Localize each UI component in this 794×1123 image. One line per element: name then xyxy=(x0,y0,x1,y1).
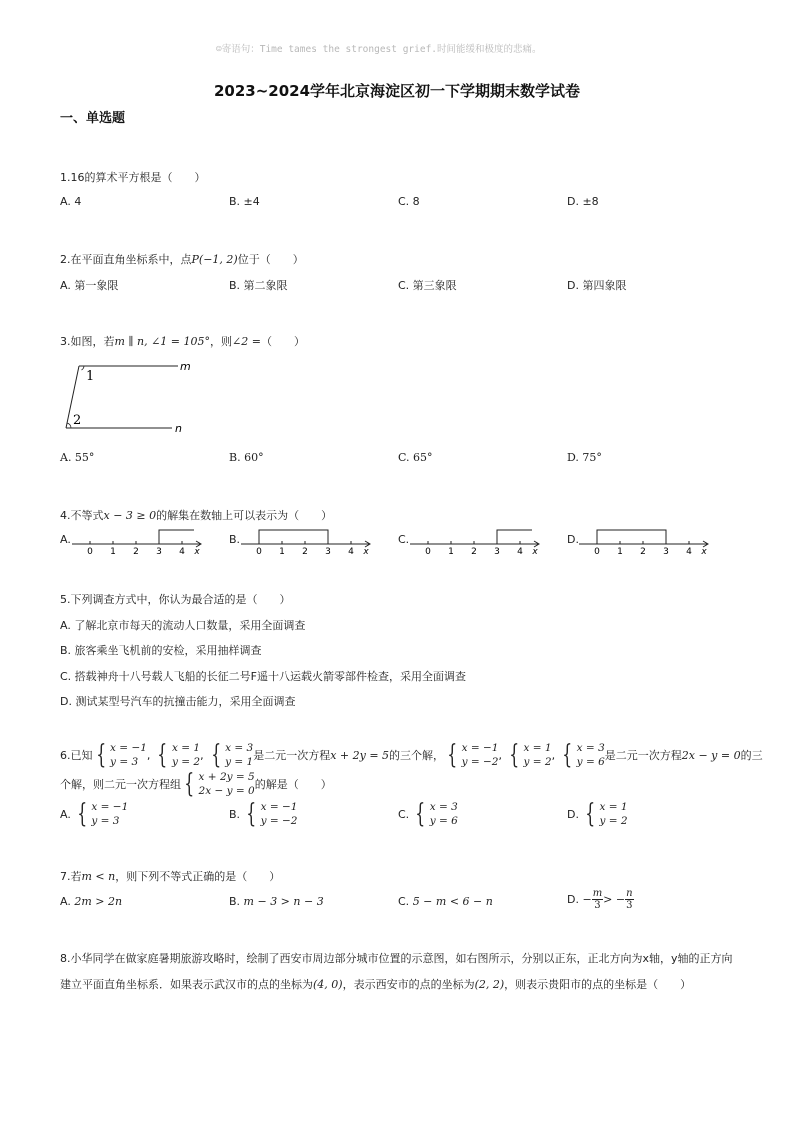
q2-option-b[interactable]: B. 第二象限 xyxy=(229,279,288,292)
q8-line2-mid: ，表示西安市的点的坐标为 xyxy=(342,978,475,991)
axis-var-label: x xyxy=(194,547,200,554)
q7-stem-post: ，则下列不等式正确的是（ ） xyxy=(115,870,281,883)
page-title: 2023~2024学年北京海淀区初一下学期期末数学试卷 xyxy=(213,82,581,100)
axis-var-label: x xyxy=(701,547,707,554)
tick-label: 0 xyxy=(594,547,600,554)
tick-label: 4 xyxy=(179,547,185,554)
q6-line2-post: 的解是（ ） xyxy=(254,778,332,791)
q4-stem-pre: 4.不等式 xyxy=(60,509,104,522)
q1-option-d[interactable]: D. ±8 xyxy=(567,195,599,208)
q6-option-a[interactable]: A. { x = −1 y = 3 xyxy=(60,799,129,829)
q2-point: P(−1, 2) xyxy=(191,253,238,266)
q8-wuhan-coord: (4, 0) xyxy=(313,978,343,991)
q6-mid4: 的三 xyxy=(740,749,763,762)
q6-mid2: 的三个解， xyxy=(389,749,445,762)
tick-label: 1 xyxy=(448,547,454,554)
tick-label: 2 xyxy=(133,547,139,554)
q6-equation-1: x + 2y = 5 xyxy=(330,748,390,762)
q6-option-b[interactable]: B. { x = −1 y = −2 xyxy=(229,799,298,829)
q2-option-d[interactable]: D. 第四象限 xyxy=(567,279,627,292)
tick-label: 2 xyxy=(302,547,308,554)
tick-label: 0 xyxy=(256,547,262,554)
q8-xian-coord: (2, 2) xyxy=(474,978,505,991)
tick-label: 4 xyxy=(517,547,523,554)
q4-option-b-number-line[interactable] xyxy=(239,522,379,554)
question-4-stem xyxy=(60,507,332,523)
q7-stem-pre: 7.若 xyxy=(60,870,82,883)
q3-stem-pre: 3.如图，若 xyxy=(60,335,115,348)
solution-bracket xyxy=(597,530,666,544)
q4-option-a-number-line[interactable] xyxy=(70,522,210,554)
q7-option-c[interactable]: C. 5 − m < 6 − n xyxy=(398,895,493,908)
tick-label: 4 xyxy=(348,547,354,554)
q6-pre: 6.已知 xyxy=(60,749,93,762)
q6-mid1: 是二元一次方程 xyxy=(253,749,331,762)
question-8-stem-line2 xyxy=(60,976,691,992)
question-5-stem: 5.下列调查方式中，你认为最合适的是（ ） xyxy=(60,593,291,606)
q2-stem-pre: 2.在平面直角坐标系中，点 xyxy=(60,253,192,266)
question-6-stem-line1: 6.已知 { x = −1 y = 3 , { x = 1 y = 2 , { x = 3 y = 1 是二元一次方程 x + 2y = 5 的三个解， { x = −1 y = −2 , { x = 1 y = 2 , { x = 3 y = 6 是二元一次方程 2x − y = 0 的三 xyxy=(60,740,763,770)
tick-label: 3 xyxy=(494,547,500,554)
q7-option-d[interactable]: D. − $\frac{m}{3}$ > − $\frac{n}{3}$ xyxy=(567,888,633,911)
q6-system-6: { x = 3 y = 6 xyxy=(562,740,605,770)
tick-label: 0 xyxy=(425,547,431,554)
q1-option-c[interactable]: C. 8 xyxy=(398,195,420,208)
q7-option-b[interactable]: B. m − 3 > n − 3 xyxy=(229,895,324,908)
tick-label: 3 xyxy=(156,547,162,554)
question-8-stem-line1: 8.小华同学在做家庭暑期旅游攻略时，绘制了西安市周边部分城市位置的示意图，如右图所示，分别以正东，正北方向为x轴，y轴的正方向 xyxy=(60,952,733,965)
q6-mid3: 是二元一次方程 xyxy=(604,749,682,762)
q3-parallel-lines-figure xyxy=(60,358,200,436)
q7-condition: m < n xyxy=(81,870,116,883)
q4-stem-post: 的解集在数轴上可以表示为（ ） xyxy=(156,509,333,522)
q3-stem-post: （ ） xyxy=(260,335,305,348)
question-1-stem: 1.16的算术平方根是（ ） xyxy=(60,171,206,184)
q5-option-c[interactable]: C. 搭载神舟十八号载人飞船的长征二号F遥十八运载火箭零部件检查，采用全面调查 xyxy=(60,670,466,683)
question-3-stem xyxy=(60,333,305,349)
tick-label: 2 xyxy=(471,547,477,554)
solution-bracket xyxy=(259,530,328,544)
q1-option-a[interactable]: A. 4 xyxy=(60,195,82,208)
q4-option-d-label[interactable]: D. xyxy=(567,533,579,546)
q4-option-d-number-line[interactable] xyxy=(577,522,717,554)
q4-option-b-label[interactable]: B. xyxy=(229,533,241,546)
tick-label: 0 xyxy=(87,547,93,554)
q6-option-d[interactable]: D. { x = 1 y = 2 xyxy=(567,799,628,829)
q3-option-a[interactable]: A. 55° xyxy=(60,451,95,464)
q1-option-b[interactable]: B. ±4 xyxy=(229,195,260,208)
q7-option-a[interactable]: A. 2m > 2n xyxy=(60,895,123,908)
q6-system-4: { x = −1 y = −2 xyxy=(447,740,499,770)
question-7-stem xyxy=(60,868,280,884)
q6-system-5: { x = 1 y = 2 xyxy=(509,740,552,770)
fig-label-2: 2 xyxy=(73,413,82,428)
q2-stem-post: 位于（ ） xyxy=(237,253,304,266)
q3-option-b[interactable]: B. 60° xyxy=(229,451,264,464)
q6-equation-2: 2x − y = 0 xyxy=(681,748,741,762)
q6-line2-pre: 个解，则二元一次方程组 xyxy=(60,778,181,791)
solution-bracket xyxy=(497,530,532,544)
q4-option-a-label[interactable]: A. xyxy=(60,533,71,546)
watermark-text: ☺寄语句：Time tames the strongest grief.时间能缓和极度的悲痛。 xyxy=(216,44,542,55)
axis-var-label: x xyxy=(532,547,538,554)
angle-1-arc xyxy=(82,366,85,370)
tick-label: 4 xyxy=(686,547,692,554)
tick-label: 1 xyxy=(617,547,623,554)
axis-var-label: x xyxy=(363,547,369,554)
q6-system-1: { x = −1 y = 3 xyxy=(95,740,147,770)
fig-label-n: n xyxy=(175,422,182,435)
fig-label-1: 1 xyxy=(86,369,95,384)
section-heading-single-choice: 一、单选题 xyxy=(60,111,126,126)
question-6-stem-line2 xyxy=(60,770,332,798)
tick-label: 3 xyxy=(663,547,669,554)
question-2-stem xyxy=(60,251,304,267)
q3-condition: m ∥ n, ∠1 = 105° xyxy=(114,335,211,348)
q6-option-c[interactable]: C. { x = 3 y = 6 xyxy=(398,799,458,829)
q3-option-d[interactable]: D. 75° xyxy=(567,451,602,464)
tick-label: 1 xyxy=(279,547,285,554)
q3-option-c[interactable]: C. 65° xyxy=(398,451,433,464)
solution-bracket xyxy=(159,530,194,544)
q5-option-d[interactable]: D. 测试某型号汽车的抗撞击能力，采用全面调查 xyxy=(60,695,296,708)
q6-system-of-equations: { x + 2y = 5 2x − y = 0 xyxy=(184,769,255,799)
q5-option-b[interactable]: B. 旅客乘坐飞机前的安检，采用抽样调查 xyxy=(60,644,262,657)
q8-line2-pre: 建立平面直角坐标系．如果表示武汉市的点的坐标为 xyxy=(60,978,313,991)
q4-inequality: x − 3 ≥ 0 xyxy=(103,509,157,522)
q3-angle2: ∠2 = xyxy=(232,335,261,348)
q2-option-c[interactable]: C. 第三象限 xyxy=(398,279,457,292)
q6-system-2: { x = 1 y = 2 xyxy=(157,740,201,770)
fig-label-m: m xyxy=(180,360,191,373)
tick-label: 3 xyxy=(325,547,331,554)
tick-label: 2 xyxy=(640,547,646,554)
q8-line2-post: ，则表示贵阳市的点的坐标是（ ） xyxy=(504,978,692,991)
q6-system-3: { x = 3 y = 1 xyxy=(210,740,254,770)
q2-option-a[interactable]: A. 第一象限 xyxy=(60,279,119,292)
tick-label: 1 xyxy=(110,547,116,554)
q4-option-c-number-line[interactable] xyxy=(408,522,548,554)
q3-stem-mid: ，则 xyxy=(210,335,233,348)
q5-option-a[interactable]: A. 了解北京市每天的流动人口数量，采用全面调查 xyxy=(60,619,306,632)
angle-2-arc xyxy=(67,423,71,428)
q4-option-c-label[interactable]: C. xyxy=(398,533,410,546)
